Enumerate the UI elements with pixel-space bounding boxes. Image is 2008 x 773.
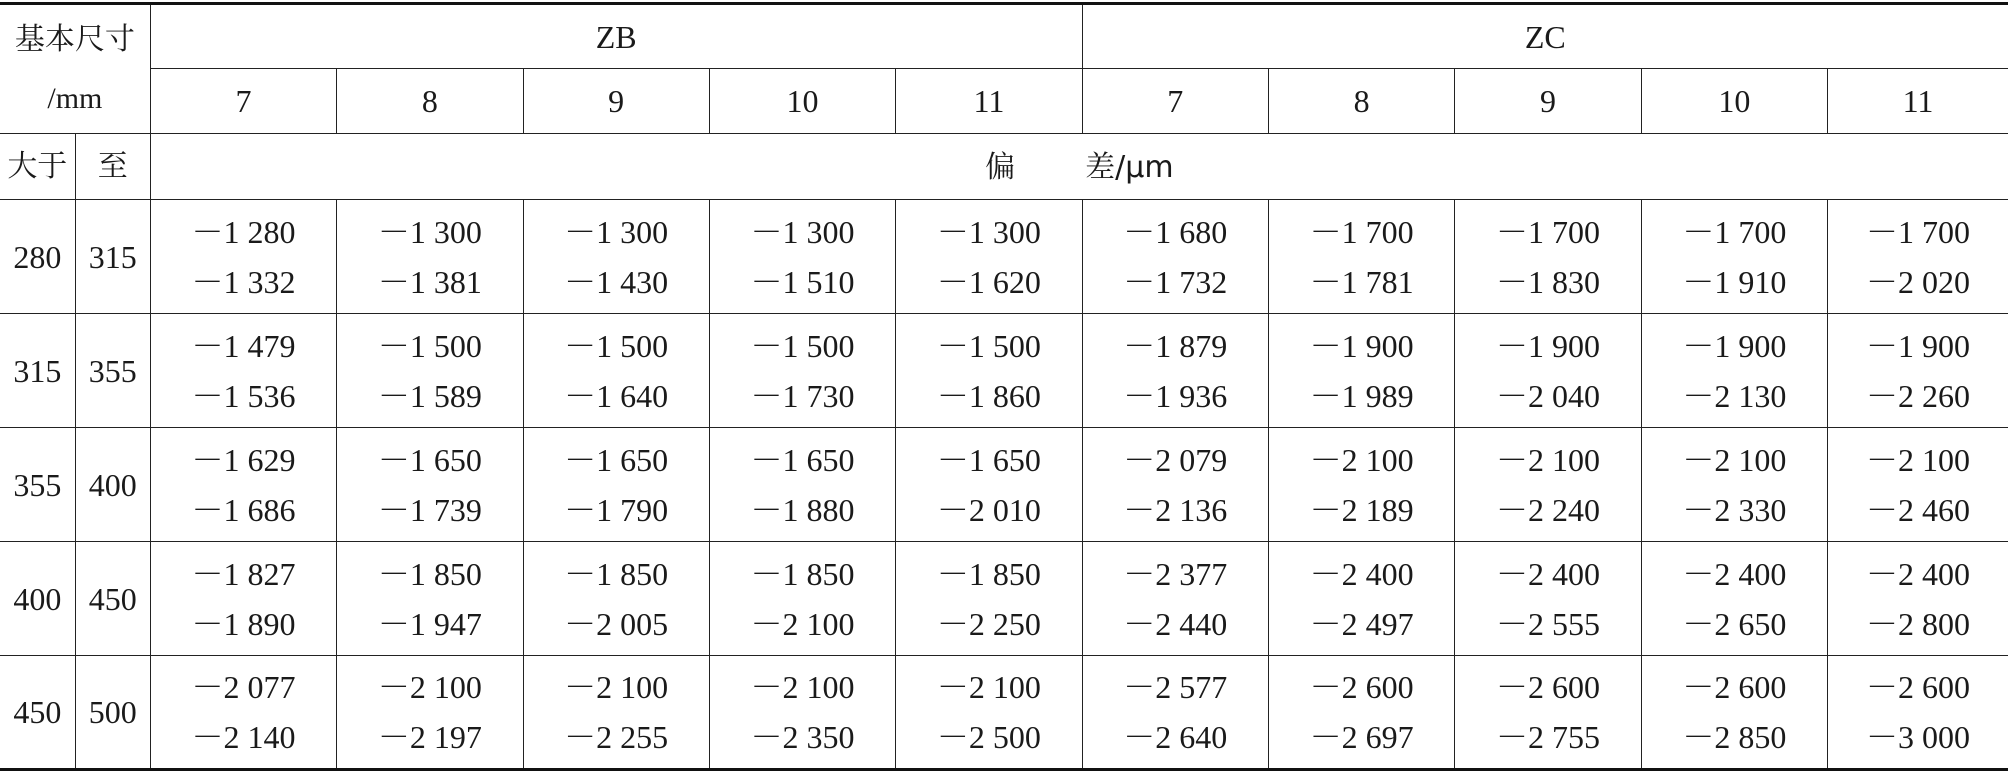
- deviation-cell: [337, 200, 523, 314]
- upper-deviation: －1 700: [1866, 213, 1971, 250]
- upper-deviation: －1 500: [936, 327, 1041, 364]
- upper-deviation: －1 650: [564, 441, 669, 478]
- upper-deviation: －1 900: [1682, 327, 1787, 364]
- lower-deviation: －2 197: [377, 719, 482, 755]
- deviation-cell: [150, 656, 336, 770]
- lower-deviation: －1 732: [1123, 263, 1228, 300]
- deviation-cell: [1455, 428, 1641, 542]
- deviation-cell: [1268, 314, 1454, 428]
- lower-deviation: －2 100: [750, 605, 855, 642]
- lower-deviation: －2 240: [1495, 491, 1600, 528]
- lower-deviation: －1 686: [191, 491, 296, 528]
- group-header-zb: ZB: [150, 4, 1082, 69]
- upper-deviation: －1 900: [1495, 327, 1600, 364]
- deviation-label-cell: [150, 134, 2008, 200]
- lower-deviation: －2 440: [1123, 605, 1228, 642]
- size-over-cell: 355: [0, 428, 75, 542]
- deviation-cell: [1268, 656, 1454, 770]
- deviation-cell: [337, 314, 523, 428]
- lower-deviation: －2 800: [1866, 605, 1971, 642]
- deviation-cell: [1828, 428, 2008, 542]
- upper-deviation: －2 100: [936, 669, 1041, 705]
- lower-deviation: －2 555: [1495, 605, 1600, 642]
- upper-deviation: －1 850: [377, 555, 482, 592]
- table-row: [0, 542, 2008, 656]
- lower-deviation: －1 830: [1495, 263, 1600, 300]
- lower-deviation: －1 860: [936, 377, 1041, 414]
- deviation-cell: [1641, 428, 1827, 542]
- lower-deviation: －1 790: [564, 491, 669, 528]
- deviation-cell: [150, 542, 336, 656]
- lower-deviation: －2 500: [936, 719, 1041, 755]
- over-label: 大于: [0, 134, 75, 200]
- deviation-cell: [896, 200, 1082, 314]
- lower-deviation: －1 589: [377, 377, 482, 414]
- deviation-cell: [1082, 200, 1268, 314]
- header-row-groups: [0, 4, 2008, 69]
- size-over-cell: 400: [0, 542, 75, 656]
- grade-header: 11: [896, 69, 1082, 134]
- upper-deviation: －1 500: [564, 327, 669, 364]
- lower-deviation: －1 910: [1682, 263, 1787, 300]
- upper-deviation: －2 400: [1682, 555, 1787, 592]
- lower-deviation: －1 640: [564, 377, 669, 414]
- upper-deviation: －1 629: [191, 441, 296, 478]
- deviation-cell: [150, 200, 336, 314]
- size-to-cell: 315: [75, 200, 150, 314]
- upper-deviation: －1 300: [377, 213, 482, 250]
- upper-deviation: －1 650: [936, 441, 1041, 478]
- deviation-cell: [150, 428, 336, 542]
- upper-deviation: －1 850: [564, 555, 669, 592]
- upper-deviation: －1 700: [1682, 213, 1787, 250]
- deviation-cell: [1641, 656, 1827, 770]
- table-row: [0, 656, 2008, 770]
- deviation-cell: [1641, 200, 1827, 314]
- lower-deviation: －1 430: [564, 263, 669, 300]
- lower-deviation: －2 040: [1495, 377, 1600, 414]
- upper-deviation: －2 600: [1495, 669, 1600, 705]
- deviation-cell: [896, 314, 1082, 428]
- deviation-cell: [523, 428, 709, 542]
- lower-deviation: －2 260: [1866, 377, 1971, 414]
- upper-deviation: －2 079: [1123, 441, 1228, 478]
- upper-deviation: －2 100: [377, 669, 482, 705]
- table-row: [0, 428, 2008, 542]
- lower-deviation: －2 650: [1682, 605, 1787, 642]
- upper-deviation: －2 377: [1123, 555, 1228, 592]
- lower-deviation: －2 330: [1682, 491, 1787, 528]
- upper-deviation: －2 600: [1682, 669, 1787, 705]
- to-label: 至: [75, 134, 150, 200]
- deviation-cell: [523, 542, 709, 656]
- upper-deviation: －1 700: [1495, 213, 1600, 250]
- lower-deviation: －2 010: [936, 491, 1041, 528]
- lower-deviation: －2 130: [1682, 377, 1787, 414]
- upper-deviation: －1 300: [936, 213, 1041, 250]
- upper-deviation: －1 827: [191, 555, 296, 592]
- size-label: 基本尺寸: [14, 21, 135, 57]
- lower-deviation: －1 510: [750, 263, 855, 300]
- grade-header: 7: [1082, 69, 1268, 134]
- lower-deviation: －1 536: [191, 377, 296, 414]
- deviation-cell: [1455, 314, 1641, 428]
- deviation-cell: [1828, 542, 2008, 656]
- lower-deviation: －1 332: [191, 263, 296, 300]
- lower-deviation: －2 136: [1123, 491, 1228, 528]
- lower-deviation: －2 460: [1866, 491, 1971, 528]
- deviation-cell: [1455, 200, 1641, 314]
- lower-deviation: －2 697: [1309, 719, 1414, 755]
- deviation-cell: [709, 314, 895, 428]
- header-row-units: [0, 134, 2008, 200]
- lower-deviation: －1 381: [377, 263, 482, 300]
- upper-deviation: －2 600: [1309, 669, 1414, 705]
- deviation-cell: [1828, 200, 2008, 314]
- lower-deviation: －2 005: [564, 605, 669, 642]
- upper-deviation: －1 879: [1123, 327, 1228, 364]
- upper-deviation: －2 600: [1866, 669, 1971, 705]
- lower-deviation: －2 755: [1495, 719, 1600, 755]
- grade-header: 10: [709, 69, 895, 134]
- upper-deviation: －1 850: [936, 555, 1041, 592]
- unit-label: /mm: [47, 82, 103, 115]
- upper-deviation: －1 850: [750, 555, 855, 592]
- deviation-cell: [337, 428, 523, 542]
- lower-deviation: －2 640: [1123, 719, 1228, 755]
- deviation-cell: [1082, 542, 1268, 656]
- deviation-cell: [709, 428, 895, 542]
- upper-deviation: －2 100: [564, 669, 669, 705]
- grade-header: 11: [1828, 69, 2008, 134]
- upper-deviation: －2 100: [1682, 441, 1787, 478]
- deviation-cell: [523, 200, 709, 314]
- lower-deviation: －1 936: [1123, 377, 1228, 414]
- size-to-cell: 500: [75, 656, 150, 770]
- upper-deviation: －1 479: [191, 327, 296, 364]
- deviation-cell: [1082, 314, 1268, 428]
- grade-header: 8: [1268, 69, 1454, 134]
- header-row-grades: [0, 69, 2008, 134]
- upper-deviation: －1 300: [564, 213, 669, 250]
- lower-deviation: －1 739: [377, 491, 482, 528]
- lower-deviation: －3 000: [1866, 719, 1971, 755]
- deviation-cell: [1268, 200, 1454, 314]
- upper-deviation: －1 680: [1123, 213, 1228, 250]
- upper-deviation: －2 100: [1866, 441, 1971, 478]
- size-over-cell: 280: [0, 200, 75, 314]
- upper-deviation: －2 100: [1309, 441, 1414, 478]
- upper-deviation: －2 100: [1495, 441, 1600, 478]
- size-to-cell: 400: [75, 428, 150, 542]
- deviation-cell: [1082, 428, 1268, 542]
- deviation-cell: [1268, 428, 1454, 542]
- deviation-cell: [1828, 656, 2008, 770]
- table-row: [0, 200, 2008, 314]
- grade-header: 7: [150, 69, 336, 134]
- deviation-cell: [709, 542, 895, 656]
- grade-header: 9: [1455, 69, 1641, 134]
- deviation-cell: [709, 656, 895, 770]
- upper-deviation: －1 500: [377, 327, 482, 364]
- lower-deviation: －1 989: [1309, 377, 1414, 414]
- deviation-cell: [1082, 656, 1268, 770]
- deviation-cell: [709, 200, 895, 314]
- lower-deviation: －2 850: [1682, 719, 1787, 755]
- deviation-cell: [896, 428, 1082, 542]
- deviation-label-part1: 偏: [985, 150, 1016, 185]
- size-to-cell: 450: [75, 542, 150, 656]
- deviation-table: [0, 2, 2008, 771]
- deviation-label-part2: 差/μm: [1085, 150, 1174, 185]
- lower-deviation: －2 189: [1309, 491, 1414, 528]
- size-to-cell: 355: [75, 314, 150, 428]
- lower-deviation: －1 781: [1309, 263, 1414, 300]
- lower-deviation: －1 947: [377, 605, 482, 642]
- deviation-cell: [1268, 542, 1454, 656]
- deviation-cell: [1455, 542, 1641, 656]
- deviation-cell: [523, 656, 709, 770]
- grade-header: 9: [523, 69, 709, 134]
- deviation-cell: [337, 542, 523, 656]
- upper-deviation: －1 280: [191, 213, 296, 250]
- upper-deviation: －1 500: [750, 327, 855, 364]
- deviation-cell: [150, 314, 336, 428]
- upper-deviation: －1 650: [750, 441, 855, 478]
- lower-deviation: －2 497: [1309, 605, 1414, 642]
- grade-header: 10: [1641, 69, 1827, 134]
- upper-deviation: －2 400: [1866, 555, 1971, 592]
- lower-deviation: －1 730: [750, 377, 855, 414]
- lower-deviation: －1 880: [750, 491, 855, 528]
- upper-deviation: －2 100: [750, 669, 855, 705]
- upper-deviation: －1 300: [750, 213, 855, 250]
- lower-deviation: －2 140: [191, 719, 296, 755]
- size-header-cell: [0, 4, 150, 134]
- grade-header: 8: [337, 69, 523, 134]
- deviation-cell: [896, 656, 1082, 770]
- deviation-cell: [1455, 656, 1641, 770]
- lower-deviation: －1 890: [191, 605, 296, 642]
- lower-deviation: －2 350: [750, 719, 855, 755]
- deviation-cell: [1641, 542, 1827, 656]
- lower-deviation: －2 020: [1866, 263, 1971, 300]
- upper-deviation: －2 400: [1309, 555, 1414, 592]
- upper-deviation: －1 650: [377, 441, 482, 478]
- table-row: [0, 314, 2008, 428]
- size-over-cell: 450: [0, 656, 75, 770]
- deviation-cell: [896, 542, 1082, 656]
- size-over-cell: 315: [0, 314, 75, 428]
- upper-deviation: －1 900: [1866, 327, 1971, 364]
- upper-deviation: －2 400: [1495, 555, 1600, 592]
- upper-deviation: －2 577: [1123, 669, 1228, 705]
- lower-deviation: －1 620: [936, 263, 1041, 300]
- upper-deviation: －1 900: [1309, 327, 1414, 364]
- deviation-cell: [523, 314, 709, 428]
- upper-deviation: －2 077: [191, 669, 296, 705]
- upper-deviation: －1 700: [1309, 213, 1414, 250]
- deviation-cell: [337, 656, 523, 770]
- group-header-zc: ZC: [1082, 4, 2008, 69]
- deviation-cell: [1828, 314, 2008, 428]
- lower-deviation: －2 255: [564, 719, 669, 755]
- deviation-cell: [1641, 314, 1827, 428]
- lower-deviation: －2 250: [936, 605, 1041, 642]
